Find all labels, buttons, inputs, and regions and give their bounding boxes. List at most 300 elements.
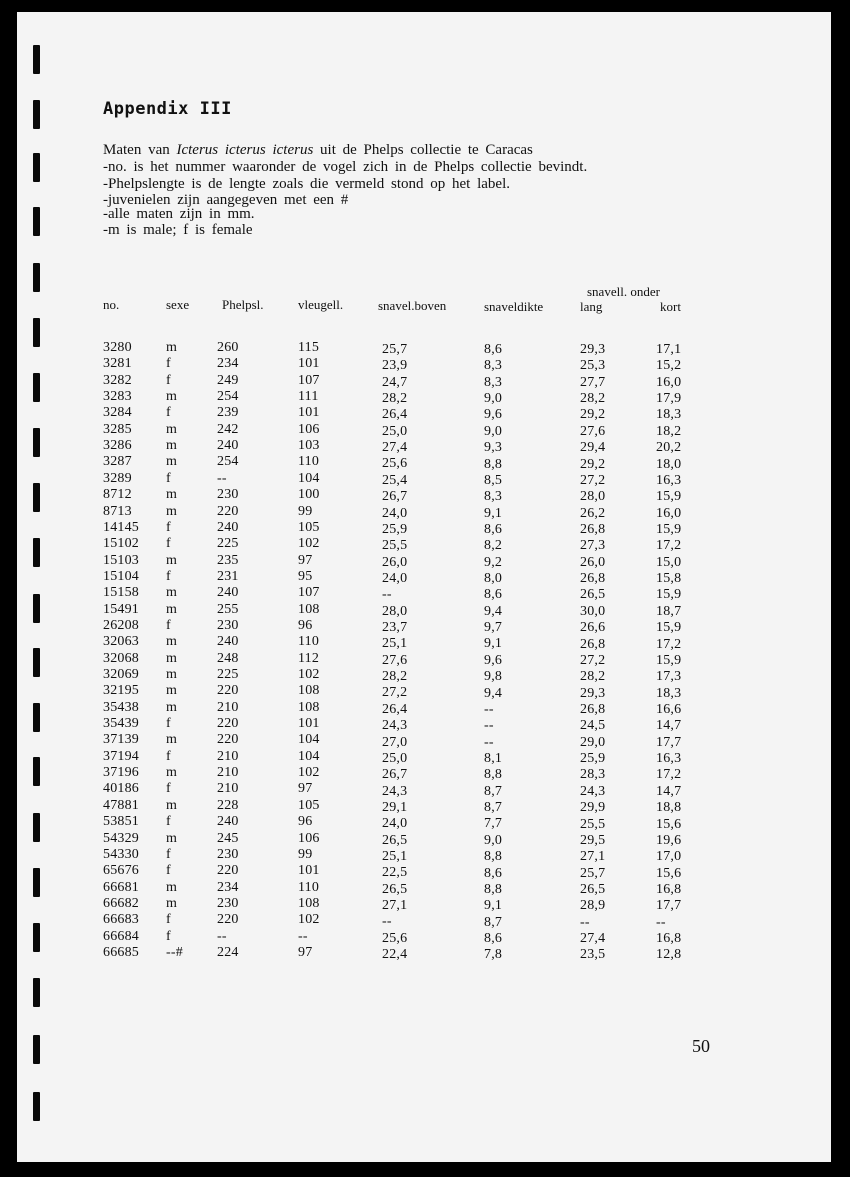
punch-hole: [33, 1092, 40, 1121]
cell-snavel-boven: 27,1: [382, 898, 408, 914]
cell-phelpsl: 249: [217, 372, 239, 388]
cell-phelpsl: 242: [217, 421, 239, 437]
cell-kort: 18,0: [656, 456, 682, 472]
cell-no: 3285: [103, 421, 132, 437]
cell-snaveldikte: 8,6: [484, 930, 503, 946]
cell-snaveldikte: 8,6: [484, 342, 503, 357]
cell-no: 32069: [103, 667, 139, 682]
cell-vleugell: 110: [298, 634, 320, 650]
cell-phelpsl: 240: [217, 814, 239, 830]
cell-vleugell: 105: [298, 519, 320, 535]
cell-no: 66685: [103, 944, 139, 960]
table-row: [0, 438, 850, 454]
cell-snavel-boven: 27,2: [382, 685, 408, 701]
cell-kort: 15,8: [656, 571, 682, 587]
intro-line-4: -juvenielen zijn aangegeven met een #: [103, 192, 349, 208]
cell-sexe: m: [166, 732, 178, 748]
punch-hole: [33, 207, 40, 236]
cell-sexe: f: [166, 519, 171, 535]
cell-sexe: f: [166, 356, 171, 372]
cell-phelpsl: 210: [217, 781, 239, 797]
cell-phelpsl: 240: [217, 585, 239, 601]
cell-no: 15491: [103, 601, 139, 617]
cell-lang: 26,0: [580, 554, 606, 570]
cell-vleugell: 103: [298, 438, 320, 454]
table-row: [0, 553, 850, 569]
cell-phelpsl: 220: [217, 716, 239, 732]
cell-sexe: f: [166, 781, 171, 797]
cell-kort: 16,0: [656, 374, 682, 390]
cell-vleugell: 101: [298, 716, 320, 732]
table-row: [0, 896, 850, 912]
cell-snavel-boven: 27,6: [382, 652, 408, 668]
cell-snavel-boven: 25,0: [382, 750, 408, 766]
cell-vleugell: 102: [298, 667, 320, 682]
cell-no: 15158: [103, 585, 139, 601]
punch-hole: [33, 978, 40, 1007]
cell-snaveldikte: 8,6: [484, 865, 503, 881]
cell-vleugell: 96: [298, 617, 313, 633]
cell-snavel-boven: 27,0: [382, 734, 408, 750]
table-row: [0, 683, 850, 699]
cell-phelpsl: 240: [217, 634, 239, 650]
cell-vleugell: 99: [298, 503, 313, 519]
cell-sexe: m: [166, 601, 178, 617]
cell-phelpsl: 220: [217, 683, 239, 699]
cell-sexe: m: [166, 421, 178, 437]
cell-no: 32068: [103, 650, 139, 666]
cell-snaveldikte: 8,2: [484, 538, 503, 554]
cell-vleugell: 105: [298, 797, 320, 813]
cell-sexe: m: [166, 650, 178, 666]
cell-lang: 29,9: [580, 800, 606, 816]
table-row: [0, 487, 850, 503]
cell-lang: 26,5: [580, 881, 606, 897]
cell-vleugell: 102: [298, 536, 320, 552]
cell-snavel-boven: 24,3: [382, 718, 408, 734]
cell-snaveldikte: 8,3: [484, 374, 503, 390]
cell-snavel-boven: 25,6: [382, 456, 408, 472]
cell-snaveldikte: --: [484, 701, 494, 717]
cell-kort: 15,0: [656, 554, 682, 570]
cell-lang: 26,6: [580, 620, 606, 636]
cell-sexe: f: [166, 568, 171, 584]
cell-lang: 27,2: [580, 652, 606, 668]
cell-snavel-boven: 26,5: [382, 881, 408, 897]
cell-sexe: m: [166, 895, 178, 911]
cell-snavel-boven: 29,1: [382, 799, 408, 815]
cell-snavel-boven: 28,0: [382, 603, 408, 619]
cell-no: 35439: [103, 716, 139, 732]
cell-lang: 26,2: [580, 505, 606, 521]
cell-kort: 15,9: [656, 620, 682, 636]
cell-phelpsl: 210: [217, 699, 239, 715]
table-row: [0, 602, 850, 618]
cell-sexe: m: [166, 797, 178, 813]
cell-lang: 24,3: [580, 783, 606, 799]
cell-no: 32063: [103, 634, 139, 650]
cell-sexe: m: [166, 454, 178, 470]
cell-kort: 16,3: [656, 751, 682, 767]
cell-no: 14145: [103, 519, 139, 535]
cell-lang: 30,0: [580, 603, 606, 619]
cell-phelpsl: 228: [217, 797, 239, 813]
cell-vleugell: 101: [298, 405, 320, 421]
cell-no: 37194: [103, 748, 139, 764]
cell-sexe: --#: [166, 944, 183, 960]
page-number: 50: [692, 1036, 710, 1056]
cell-snaveldikte: 9,0: [484, 391, 503, 407]
intro-line-1: Maten van Icterus icterus icterus uit de Phelps collectie te Caracas: [103, 142, 533, 158]
cell-vleugell: 101: [298, 863, 320, 879]
cell-no: 8712: [103, 487, 132, 503]
cell-snavel-boven: 24,0: [382, 570, 408, 586]
cell-snaveldikte: 8,5: [484, 472, 503, 488]
table-row: [0, 585, 850, 601]
cell-sexe: f: [166, 405, 171, 421]
cell-snavel-boven: 22,4: [382, 947, 408, 963]
intro-line-3: -Phelpslengte is de lengte zoals die vermeld stond op het label.: [103, 176, 510, 192]
cell-snavel-boven: 24,7: [382, 374, 408, 390]
cell-vleugell: 96: [298, 814, 313, 830]
table-row: [0, 569, 850, 585]
cell-lang: 28,2: [580, 669, 606, 685]
cell-no: 54329: [103, 830, 139, 846]
cell-kort: 16,6: [656, 702, 682, 718]
table-row: [0, 651, 850, 667]
cell-snavel-boven: --: [382, 914, 392, 930]
cell-phelpsl: --: [217, 470, 227, 486]
cell-kort: 15,6: [656, 816, 682, 832]
cell-no: 15104: [103, 568, 139, 584]
table-row: [0, 618, 850, 634]
cell-phelpsl: 230: [217, 895, 239, 911]
cell-vleugell: 104: [298, 748, 320, 764]
cell-phelpsl: 255: [217, 601, 239, 617]
cell-vleugell: 104: [298, 470, 320, 486]
cell-kort: 18,3: [656, 685, 682, 701]
cell-phelpsl: 230: [217, 617, 239, 633]
punch-hole: [33, 45, 40, 74]
cell-no: 3284: [103, 405, 132, 421]
table-row: [0, 634, 850, 650]
cell-no: 3281: [103, 356, 132, 372]
cell-lang: 28,2: [580, 391, 606, 407]
table-row: [0, 831, 850, 847]
cell-snaveldikte: 9,2: [484, 554, 503, 570]
cell-no: 40186: [103, 781, 139, 797]
table-row: [0, 667, 850, 683]
cell-snavel-boven: 25,0: [382, 423, 408, 439]
cell-lang: 29,3: [580, 342, 606, 357]
cell-snavel-boven: 24,3: [382, 783, 408, 799]
cell-lang: 26,8: [580, 701, 606, 717]
cell-snavel-boven: 26,7: [382, 767, 408, 783]
cell-kort: 20,2: [656, 440, 682, 456]
table-row: [0, 912, 850, 928]
col-header-vleugell: vleugell.: [298, 297, 344, 312]
cell-kort: 17,2: [656, 767, 682, 783]
cell-lang: 27,2: [580, 472, 606, 488]
cell-phelpsl: 234: [217, 879, 239, 895]
cell-phelpsl: 210: [217, 765, 239, 781]
cell-phelpsl: 231: [217, 568, 239, 584]
cell-sexe: f: [166, 536, 171, 552]
cell-no: 3287: [103, 454, 132, 470]
cell-snaveldikte: 7,7: [484, 816, 503, 832]
col-header-lang: lang: [580, 299, 603, 314]
cell-snaveldikte: --: [484, 734, 494, 750]
cell-snaveldikte: 8,6: [484, 521, 503, 537]
cell-snaveldikte: 8,7: [484, 800, 503, 816]
cell-lang: 27,6: [580, 423, 606, 439]
cell-lang: 28,0: [580, 489, 606, 505]
cell-phelpsl: 224: [217, 944, 239, 960]
cell-no: 15102: [103, 536, 139, 552]
cell-vleugell: 101: [298, 356, 320, 372]
cell-sexe: f: [166, 372, 171, 388]
cell-snaveldikte: 8,1: [484, 751, 503, 766]
cell-snaveldikte: 9,7: [484, 620, 503, 636]
col-header-phelpsl: Phelpsl.: [222, 297, 264, 312]
cell-no: 26208: [103, 617, 139, 633]
cell-lang: 26,8: [580, 571, 606, 587]
table-row: [0, 929, 850, 945]
cell-vleugell: 102: [298, 765, 320, 781]
cell-vleugell: 102: [298, 912, 320, 928]
cell-kort: 17,2: [656, 636, 682, 652]
cell-lang: 23,5: [580, 947, 606, 963]
table-row: [0, 781, 850, 797]
cell-phelpsl: 230: [217, 487, 239, 503]
cell-sexe: m: [166, 667, 178, 682]
cell-kort: 17,2: [656, 538, 682, 554]
cell-snaveldikte: 8,7: [484, 914, 503, 930]
cell-sexe: f: [166, 748, 171, 764]
cell-kort: --: [656, 914, 666, 930]
cell-phelpsl: 260: [217, 340, 239, 355]
cell-no: 3289: [103, 470, 132, 486]
cell-snaveldikte: 9,4: [484, 603, 503, 619]
cell-phelpsl: 245: [217, 830, 239, 846]
cell-kort: 18,2: [656, 423, 682, 439]
cell-no: 66683: [103, 912, 139, 928]
cell-snaveldikte: 9,1: [484, 505, 503, 521]
cell-sexe: f: [166, 928, 171, 944]
cell-vleugell: 104: [298, 732, 320, 748]
cell-kort: 17,0: [656, 849, 682, 865]
cell-snavel-boven: 25,1: [382, 849, 408, 865]
cell-sexe: m: [166, 487, 178, 503]
cell-snavel-boven: 22,5: [382, 865, 408, 881]
cell-kort: 19,6: [656, 832, 682, 848]
cell-kort: 14,7: [656, 718, 682, 734]
col-header-no: no.: [103, 297, 120, 312]
cell-phelpsl: 254: [217, 389, 239, 405]
table-row: [0, 536, 850, 552]
cell-snaveldikte: 7,8: [484, 947, 503, 963]
cell-snavel-boven: 26,4: [382, 701, 408, 717]
cell-vleugell: 108: [298, 895, 320, 911]
cell-snaveldikte: 9,6: [484, 407, 503, 423]
cell-lang: 26,5: [580, 587, 606, 603]
cell-sexe: m: [166, 699, 178, 715]
cell-snavel-boven: 26,7: [382, 489, 408, 505]
cell-lang: 28,3: [580, 767, 606, 783]
table-row: [0, 340, 850, 356]
cell-lang: 26,8: [580, 636, 606, 652]
cell-snaveldikte: 9,1: [484, 636, 503, 652]
cell-sexe: f: [166, 617, 171, 633]
cell-lang: 27,3: [580, 538, 606, 554]
table-row: [0, 847, 850, 863]
cell-lang: 29,5: [580, 832, 606, 848]
col-header-sexe: sexe: [166, 297, 190, 312]
cell-phelpsl: --: [217, 928, 227, 944]
table-row: [0, 389, 850, 405]
cell-sexe: f: [166, 863, 171, 879]
cell-lang: 29,0: [580, 734, 606, 750]
cell-snavel-boven: 25,5: [382, 538, 408, 554]
cell-lang: 29,2: [580, 407, 606, 423]
cell-kort: 17,7: [656, 734, 682, 750]
cell-sexe: m: [166, 585, 178, 601]
table-row: [0, 520, 850, 536]
cell-snaveldikte: 9,1: [484, 898, 503, 914]
table-row: [0, 356, 850, 372]
cell-snavel-boven: 23,9: [382, 358, 408, 374]
cell-snaveldikte: 9,0: [484, 423, 503, 439]
page-title: Appendix III: [103, 99, 232, 119]
cell-snavel-boven: 26,4: [382, 407, 408, 423]
cell-vleugell: 106: [298, 421, 320, 437]
cell-vleugell: 97: [298, 781, 313, 797]
cell-vleugell: 100: [298, 487, 320, 503]
table-row: [0, 945, 850, 961]
cell-sexe: m: [166, 503, 178, 519]
cell-kort: 15,2: [656, 358, 682, 374]
cell-sexe: m: [166, 879, 178, 895]
cell-kort: 16,8: [656, 882, 682, 898]
cell-phelpsl: 220: [217, 863, 239, 879]
cell-phelpsl: 220: [217, 732, 239, 748]
cell-no: 66684: [103, 928, 139, 944]
cell-kort: 17,9: [656, 391, 682, 407]
cell-no: 32195: [103, 683, 139, 699]
table-row: [0, 504, 850, 520]
cell-sexe: m: [166, 683, 178, 699]
cell-lang: 25,9: [580, 751, 606, 767]
cell-snavel-boven: 24,0: [382, 505, 408, 521]
cell-vleugell: 112: [298, 650, 320, 666]
cell-vleugell: 108: [298, 683, 320, 699]
cell-lang: 29,3: [580, 685, 606, 701]
cell-snavel-boven: 24,0: [382, 816, 408, 832]
cell-snaveldikte: 9,4: [484, 685, 503, 701]
cell-snavel-boven: 25,6: [382, 930, 408, 946]
cell-lang: 25,5: [580, 816, 606, 832]
cell-sexe: m: [166, 340, 178, 355]
cell-snaveldikte: 9,0: [484, 832, 503, 848]
cell-snaveldikte: 8,8: [484, 767, 503, 783]
cell-snavel-boven: 27,4: [382, 440, 408, 456]
cell-kort: 18,7: [656, 603, 682, 619]
cell-no: 37196: [103, 765, 139, 781]
cell-sexe: m: [166, 438, 178, 454]
cell-phelpsl: 225: [217, 536, 239, 552]
cell-kort: 18,8: [656, 800, 682, 816]
cell-snavel-boven: 28,2: [382, 391, 408, 407]
cell-vleugell: 95: [298, 568, 313, 584]
table-row: [0, 765, 850, 781]
table-row: [0, 814, 850, 830]
cell-snaveldikte: 8,6: [484, 587, 503, 603]
cell-sexe: m: [166, 552, 178, 568]
cell-lang: 28,9: [580, 898, 606, 914]
table-row: [0, 732, 850, 748]
table-row: [0, 880, 850, 896]
cell-vleugell: 110: [298, 879, 320, 895]
col-header-snavel-boven: snavel.boven: [378, 298, 447, 313]
cell-snavel-boven: 26,5: [382, 832, 408, 848]
cell-snavel-boven: 23,7: [382, 620, 408, 636]
cell-no: 3282: [103, 372, 132, 388]
cell-snaveldikte: 8,0: [484, 571, 503, 587]
cell-phelpsl: 220: [217, 912, 239, 928]
cell-kort: 15,6: [656, 865, 682, 881]
cell-lang: --: [580, 914, 590, 930]
table-row: [0, 863, 850, 879]
cell-no: 3280: [103, 340, 132, 355]
cell-vleugell: 107: [298, 585, 320, 601]
cell-lang: 25,3: [580, 358, 606, 374]
cell-kort: 16,8: [656, 931, 682, 947]
cell-no: 65676: [103, 863, 139, 879]
cell-lang: 25,7: [580, 865, 606, 881]
cell-lang: 27,1: [580, 849, 606, 865]
cell-kort: 16,0: [656, 505, 682, 521]
cell-no: 3283: [103, 389, 132, 405]
cell-vleugell: 107: [298, 372, 320, 388]
cell-sexe: f: [166, 470, 171, 486]
cell-vleugell: 97: [298, 552, 313, 568]
cell-snavel-boven: --: [382, 587, 392, 603]
cell-phelpsl: 240: [217, 519, 239, 535]
cell-kort: 12,8: [656, 947, 682, 963]
punch-hole: [33, 1035, 40, 1064]
cell-sexe: m: [166, 389, 178, 405]
cell-no: 37139: [103, 732, 139, 748]
cell-no: 8713: [103, 503, 132, 519]
cell-vleugell: 115: [298, 340, 320, 355]
cell-no: 53851: [103, 814, 139, 830]
cell-kort: 18,3: [656, 407, 682, 423]
cell-sexe: m: [166, 765, 178, 781]
cell-kort: 15,9: [656, 522, 682, 537]
cell-snaveldikte: 8,8: [484, 881, 503, 897]
cell-snaveldikte: 8,8: [484, 456, 503, 472]
cell-no: 47881: [103, 797, 139, 813]
cell-lang: 29,2: [580, 456, 606, 472]
cell-lang: 29,4: [580, 440, 606, 456]
cell-kort: 16,3: [656, 472, 682, 488]
cell-no: 15103: [103, 552, 139, 568]
punch-hole: [33, 153, 40, 182]
cell-sexe: f: [166, 716, 171, 732]
table-row: [0, 798, 850, 814]
species-name: Icterus icterus icterus: [176, 142, 314, 158]
cell-phelpsl: 210: [217, 748, 239, 764]
